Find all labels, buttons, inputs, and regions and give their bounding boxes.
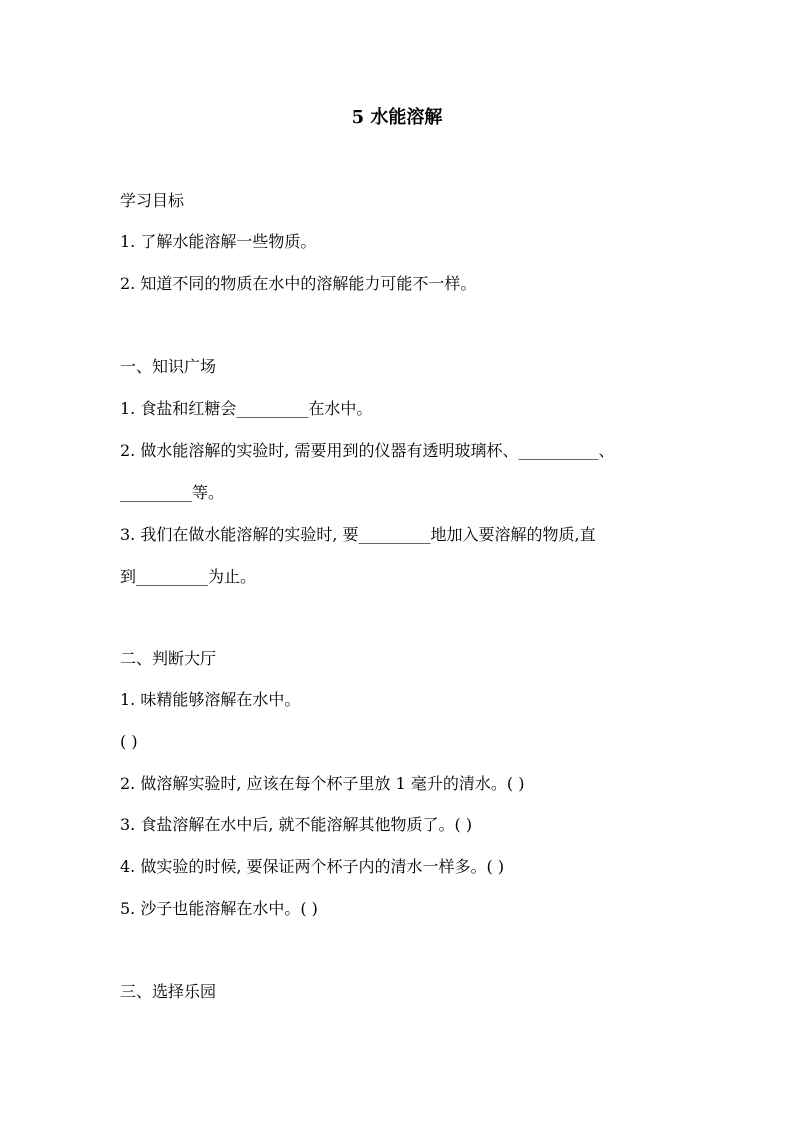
judgment-question-2: 2. 做溶解实验时, 应该在每个杯子里放 1 毫升的清水。( ) — [120, 774, 525, 793]
knowledge-question-2: 2. 做水能溶解的实验时, 需要用到的仪器有透明玻璃杯、__________、 — [120, 441, 615, 460]
knowledge-question-1: 1. 食盐和红糖会_________在水中。 — [120, 399, 373, 418]
judgment-question-5: 5. 沙子也能溶解在水中。( ) — [120, 899, 318, 918]
page-title: 5 水能溶解 — [351, 107, 443, 128]
section-knowledge-heading: 一、知识广场 — [120, 357, 217, 376]
knowledge-question-3: 3. 我们在做水能溶解的实验时, 要_________地加入要溶解的物质,直 — [120, 525, 596, 544]
judgment-answer-blank-1: ( ) — [120, 732, 138, 751]
knowledge-question-3-cont: 到_________为止。 — [120, 567, 257, 586]
knowledge-question-2-cont: _________等。 — [120, 483, 225, 502]
judgment-question-4: 4. 做实验的时候, 要保证两个杯子内的清水一样多。( ) — [120, 857, 505, 876]
section-choice-heading: 三、选择乐园 — [120, 982, 217, 1001]
judgment-question-3: 3. 食盐溶解在水中后, 就不能溶解其他物质了。( ) — [120, 815, 473, 834]
objectives-heading: 学习目标 — [120, 191, 185, 210]
judgment-question-1: 1. 味精能够溶解在水中。 — [120, 690, 301, 709]
objective-item-1: 1. 了解水能溶解一些物质。 — [120, 232, 317, 251]
objective-item-2: 2. 知道不同的物质在水中的溶解能力可能不一样。 — [120, 274, 477, 293]
section-judgment-heading: 二、判断大厅 — [120, 649, 217, 668]
